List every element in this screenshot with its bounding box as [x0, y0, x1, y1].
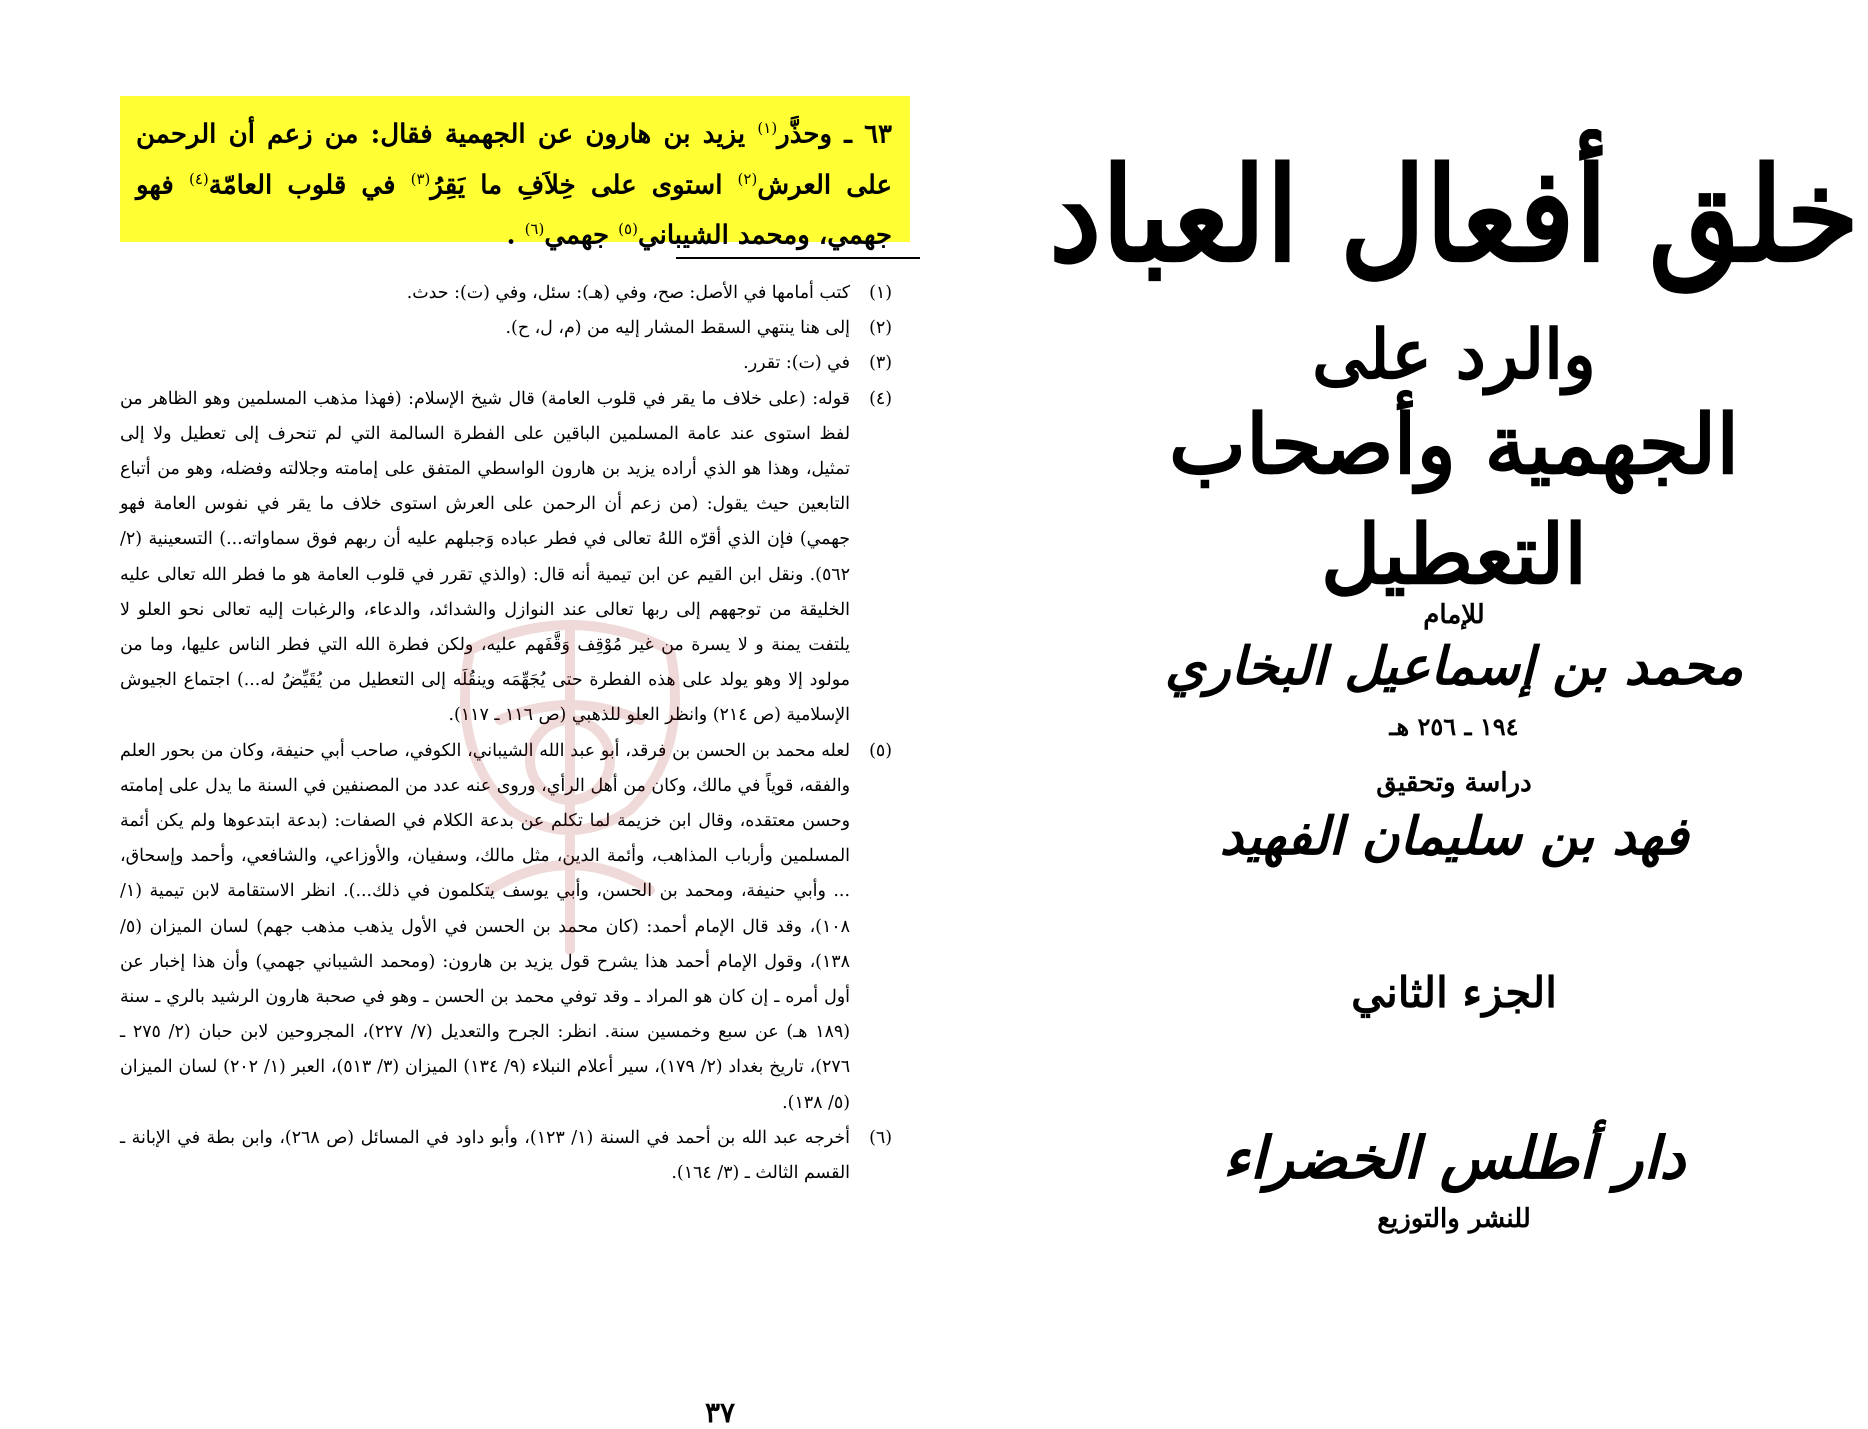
- publisher-tagline: للنشر والتوزيع: [1377, 1204, 1531, 1234]
- footnote-ref-4[interactable]: (٤): [188, 169, 209, 188]
- footnote-mark: (٤): [869, 388, 892, 409]
- footnote-mark: (٢): [869, 318, 892, 339]
- footnote-ref-6[interactable]: (٦): [524, 220, 545, 239]
- footnote-text: أخرجه عبد الله بن أحمد في السنة (١/ ١٢٣)، وأبو داود في المسائل (ص ٢٦٨)، وابن بطة في الإبانة ـ القسم الثالث ـ (٣/ ١٦٤).: [120, 1127, 851, 1184]
- publisher-name: دار أطلس الخضراء: [1222, 1124, 1686, 1192]
- editor-name: فهد بن سليمان الفهيد: [1219, 806, 1689, 867]
- footnote-1: [120, 276, 910, 311]
- footnote-ref-1[interactable]: (١): [757, 119, 778, 137]
- footnote-ref-5[interactable]: (٥): [618, 220, 638, 239]
- page-number: ٣٧: [704, 1396, 736, 1429]
- footnote-text: لعله محمد بن الحسن بن فرقد، أبو عبد الله الشيباني، الكوفي، صاحب أبي حنيفة، وكان من بحور العلم والفقه، قوياً في مالك، وكان من أهل الرأي، وروى عنه عدد من المصنفين في السنة ما يدل على إمامته وحسن معتقده، وقال ابن خزيمة لما تكلم عن بدعة الكلام في الصفات: (بدعة ابتدعوها ولم يكن أئمة المسلمين وأرباب المذاهب، وأئمة الدين، مثل مالك، وسفيان، والأوزاعي، والشافعي، وأحمد وإسحاق، ... وأبي حنيفة، ومحمد بن الحسن، وأبي يوسف يتكلمون في ذلك...). انظر الاستقامة لابن تيمية (١/ ١٠٨)، وقد قال الإمام أحمد: (كان محمد بن الحسن في الأول يذهب مذهب جهم) لسان الميزان (٥/ ١٣٨)، وقول الإمام أحمد هذا يشرح قول يزيد بن هارون: (ومحمد الشيباني جهمي) وأن هذا إخبار عن أول أمره ـ إن كان هو المراد ـ وقد توفي محمد بن الحسن ـ وهو في صحبة هارون الرشيد بالري ـ سنة (١٨٩ هـ) عن سبع وخمسين سنة. انظر: الجرح والتعديل (٧/ ٢٢٧)، المجروحين لابن حبان (٢/ ٢٧٥ ـ ٢٧٦)، تاريخ بغداد (٢/ ١٧٩)، سير أعلام النبلاء (٩/ ١٣٤) الميزان (٣/ ٥١٣)، العبر (١/ ٢٠٢) لسان الميزان (٥/ ١٣٨).: [120, 740, 851, 1113]
- footnote-ref-3[interactable]: (٣): [410, 169, 431, 188]
- footnote-3: [120, 346, 910, 381]
- text-page: [100, 90, 920, 1429]
- book-subtitle-line-2: الجهمية وأصحاب التعطيل: [1168, 397, 1740, 603]
- entry-text-7: .: [506, 220, 525, 251]
- entry-text-5: فهو جهمي، ومحمد الشيباني: [136, 170, 892, 251]
- entry-text-6: جهمي: [544, 220, 619, 251]
- footnote-text: إلى هنا ينتهي السقط المشار إليه من (م، ل، ح).: [505, 318, 850, 339]
- footnotes-list: [120, 276, 910, 1191]
- entry-text-4: في قلوب العامّة: [208, 170, 411, 201]
- book-title: خلق أفعال العباد: [1048, 138, 1860, 291]
- entry-number: ٦٣: [864, 119, 893, 150]
- book-subtitle-line-1: والرد على: [1312, 315, 1596, 395]
- footnote-ref-2[interactable]: (٢): [737, 169, 758, 188]
- author-prefix: للإمام: [1423, 600, 1485, 630]
- footnote-mark: (١): [869, 283, 892, 303]
- footnote-mark: (٥): [869, 740, 892, 761]
- footnote-mark: (٣): [869, 353, 892, 374]
- footnote-5: [120, 734, 910, 1121]
- entry-text-2: يزيد بن هارون عن الجهمية فقال: من زعم أن الرحمن على العرش: [136, 119, 892, 201]
- footnote-4: [120, 382, 910, 734]
- volume-label: الجزء الثاني: [1351, 968, 1557, 1017]
- footnote-separator: [676, 257, 920, 259]
- entry-text-1: ـ وحذَّر: [777, 119, 865, 150]
- footnote-text: كتب أمامها في الأصل: صح، وفي (هـ): سئل، وفي (ت): حدث.: [406, 283, 850, 303]
- footnote-text: قوله: (على خلاف ما يقر في قلوب العامة) قال شيخ الإسلام: (فهذا مذهب المسلمين وهو الظاهر من لفظ استوى عند عامة المسلمين الباقين على الفطرة السالمة التي لم تنحرف إلى تعطيل ولا إلى تمثيل، وهذا هو الذي أراده يزيد بن هارون الواسطي المتفق على إمامته وجلالته وفضله، وهو من أتباع التابعين حيث يقول: (من زعم أن الرحمن على العرش استوى خلاف ما يقر في نفوس العامة فهو جهمي) فإن الذي أقرّه اللهُ تعالى في فطر عباده وَجبلهم عليه أن ربهم فوق سماواته...) التسعينية (٢/ ٥٦٢). ونقل ابن القيم عن ابن تيمية أنه قال: (والذي تقرر في قلوب العامة هو ما فطر الله تعالى عليه الخليقة من توجههم إلى ربها تعالى عند النوازل والشدائد، والدعاء، والرغبات إليه تعالى نحو العلو لا يلتفت يمنة و لا يسرة من غير مُوْقِف وَقَّفَهم عليه، ولكن فطرة الله التي فطر الناس عليها، وما من مولود إلا وهو يولد على هذه الفطرة حتى يُجَهِّمَه وينقُلَه إلى التعطيل من يُقَيِّضُ له...) اجتماع الجيوش الإسلامية (ص ٢١٤) وانظر العلو للذهبي (ص ١١٦ ـ ١١٧).: [120, 388, 850, 726]
- highlighted-entry-63: [120, 96, 910, 251]
- entry-text-3: استوى على خِلاَفِ ما يَقِرُ: [430, 170, 738, 201]
- editor-prefix: دراسة وتحقيق: [1376, 768, 1532, 798]
- author-dates: ١٩٤ ـ ٢٥٦ هـ: [1389, 712, 1519, 741]
- author-name: محمد بن إسماعيل البخاري: [1164, 636, 1744, 697]
- footnote-6: [120, 1121, 910, 1191]
- footnote-mark: (٦): [869, 1127, 892, 1148]
- footnote-2: [120, 311, 910, 346]
- footnote-text: في (ت): تقرر.: [743, 353, 850, 374]
- cover-page: [1040, 0, 1868, 1384]
